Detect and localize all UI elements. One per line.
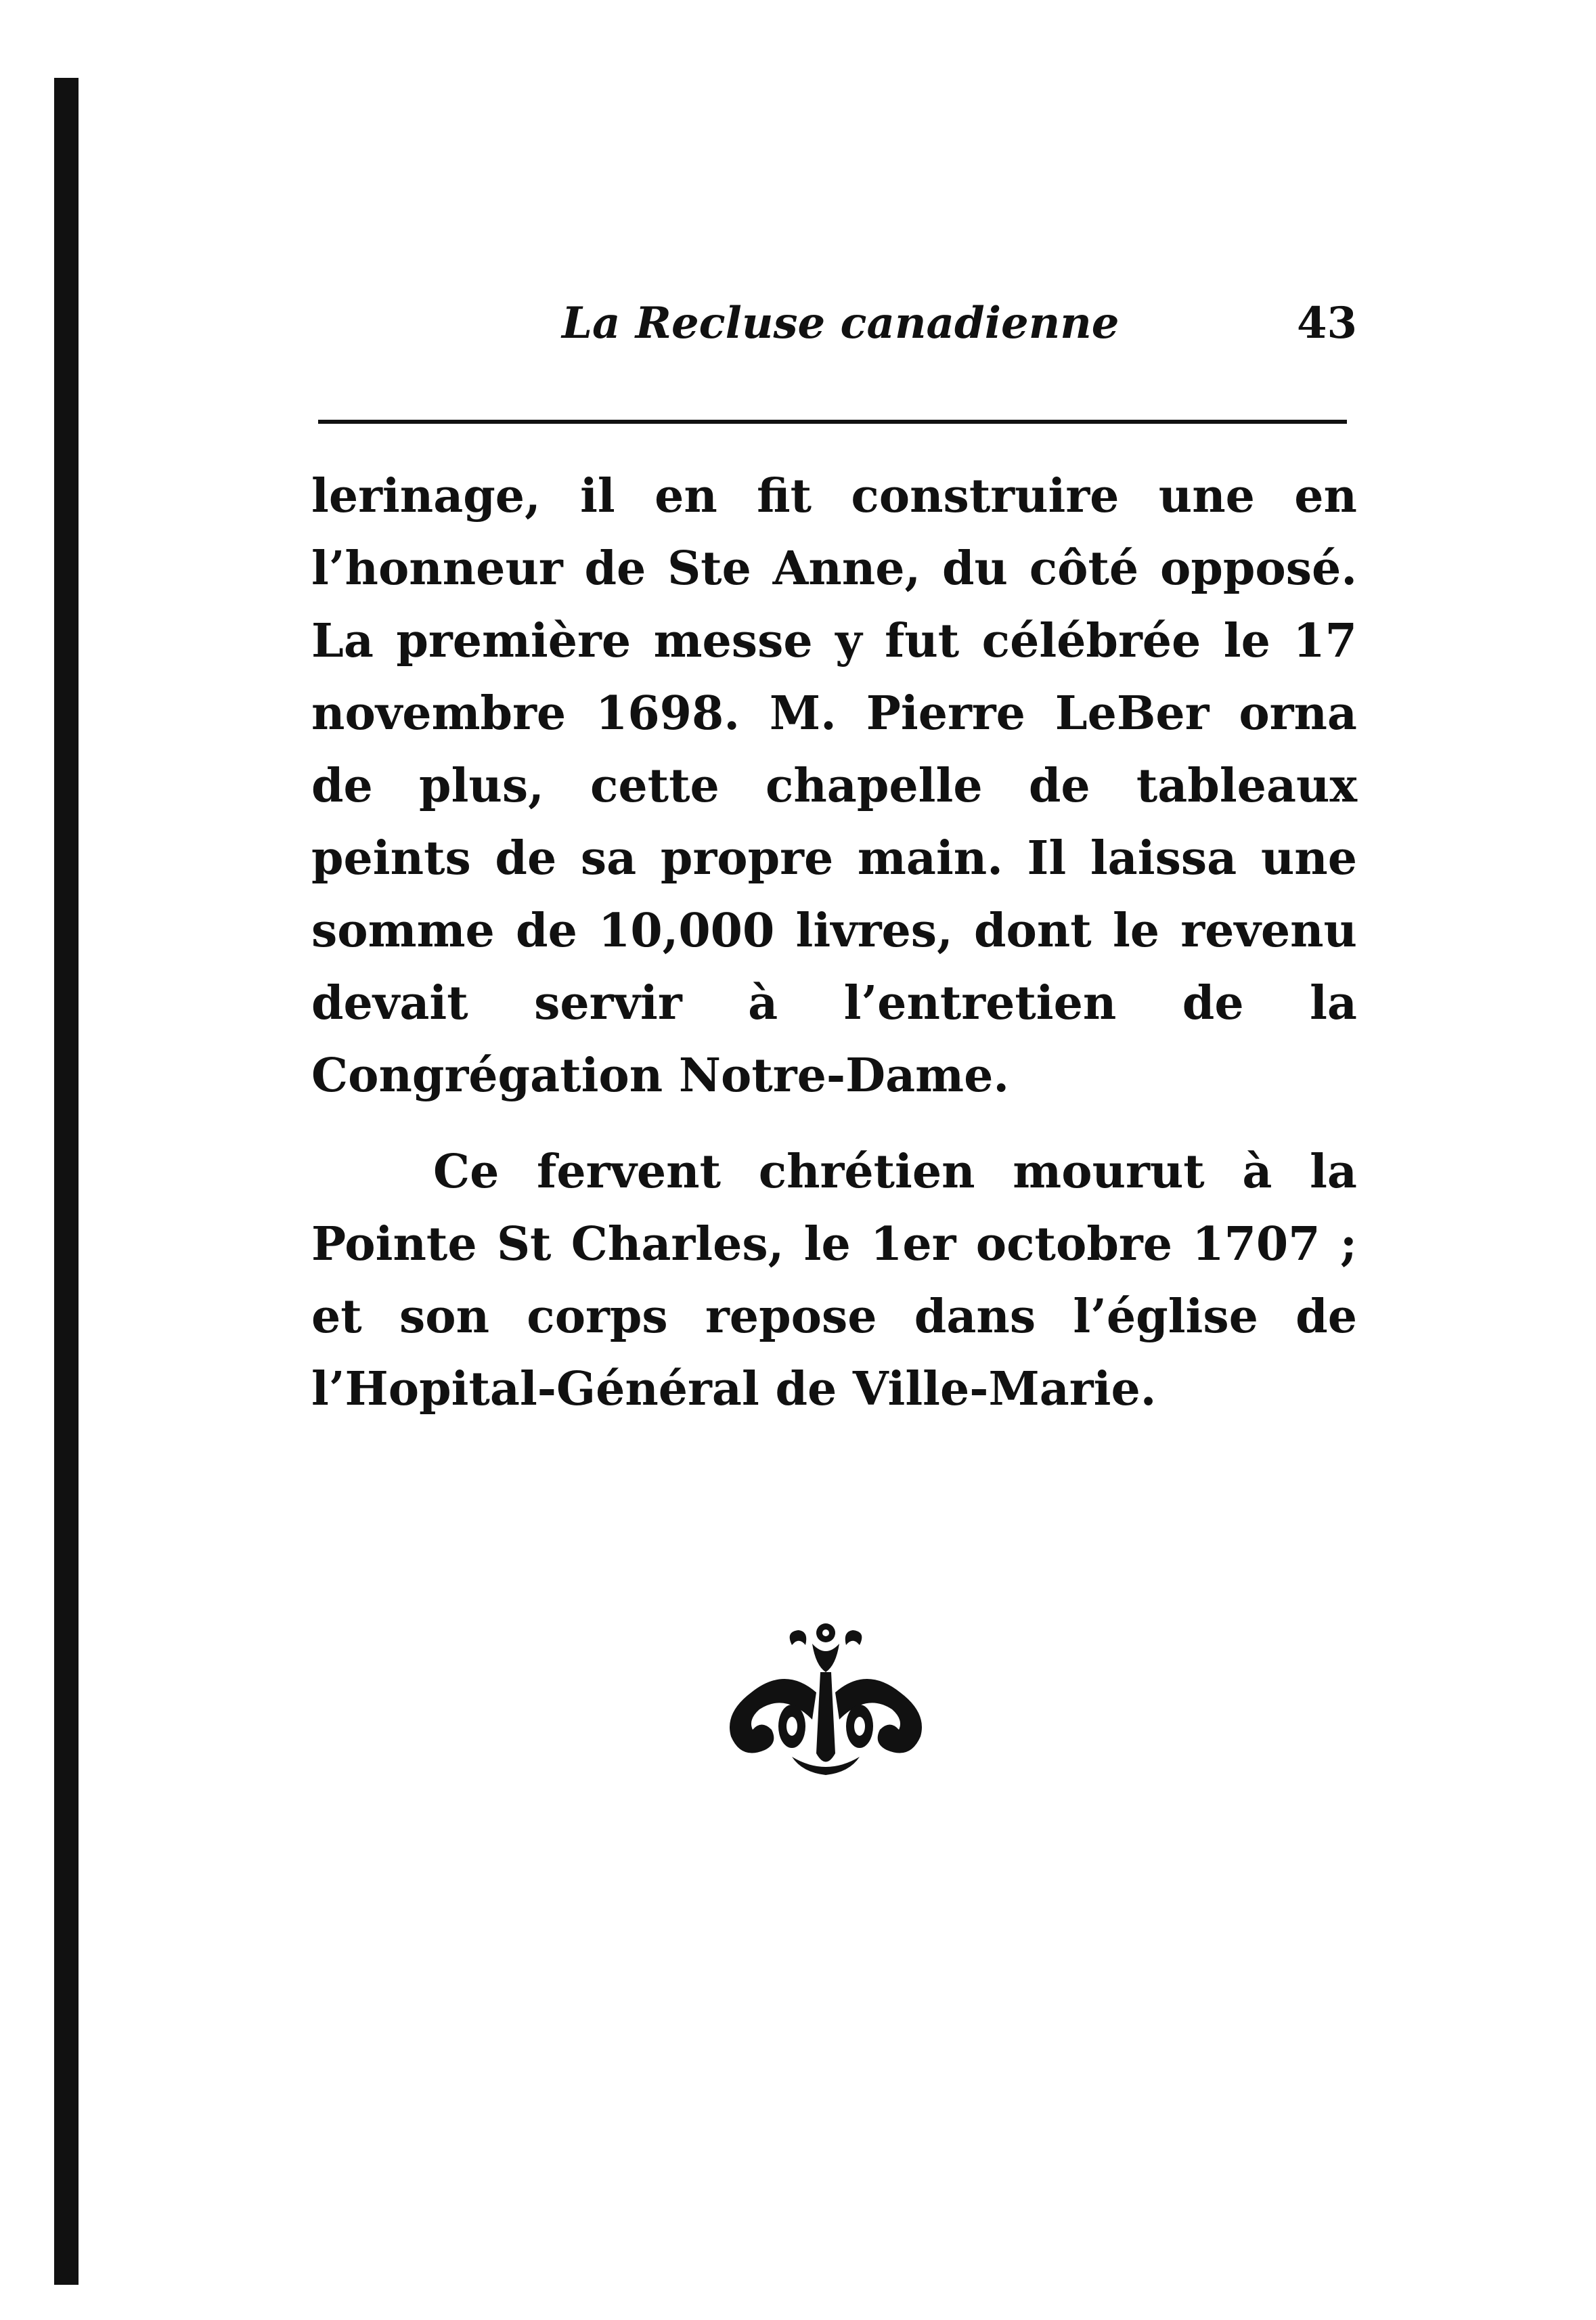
paragraph-2: Ce fervent chrétien mourut à la Pointe St Charles, le 1er octobre 1707 ; et son corps repose dans l’église de l’Hopital-Général de Ville-Marie. bbox=[311, 1145, 1357, 1416]
running-title: La Recluse canadienne bbox=[562, 298, 1120, 349]
page-number: 43 bbox=[1296, 298, 1357, 349]
fleuron-ornament-icon bbox=[711, 1618, 941, 1780]
header-rule bbox=[318, 420, 1347, 424]
page-header bbox=[311, 298, 1357, 372]
paragraph-1: lerinage, il en fit construire une en l’honneur de Ste Anne, du côté opposé. La première messe y fut célébrée le 17 novembre 1698. M. Pierre LeBer orna de plus, cette chapelle de tableaux peints de sa propre main. Il laissa une somme de 10,000 livres, dont le revenu devait servir à l’entretien de la Congrégation Notre-Dame. bbox=[311, 469, 1357, 1103]
body-text bbox=[311, 460, 1357, 1426]
binding-edge bbox=[54, 78, 79, 2285]
